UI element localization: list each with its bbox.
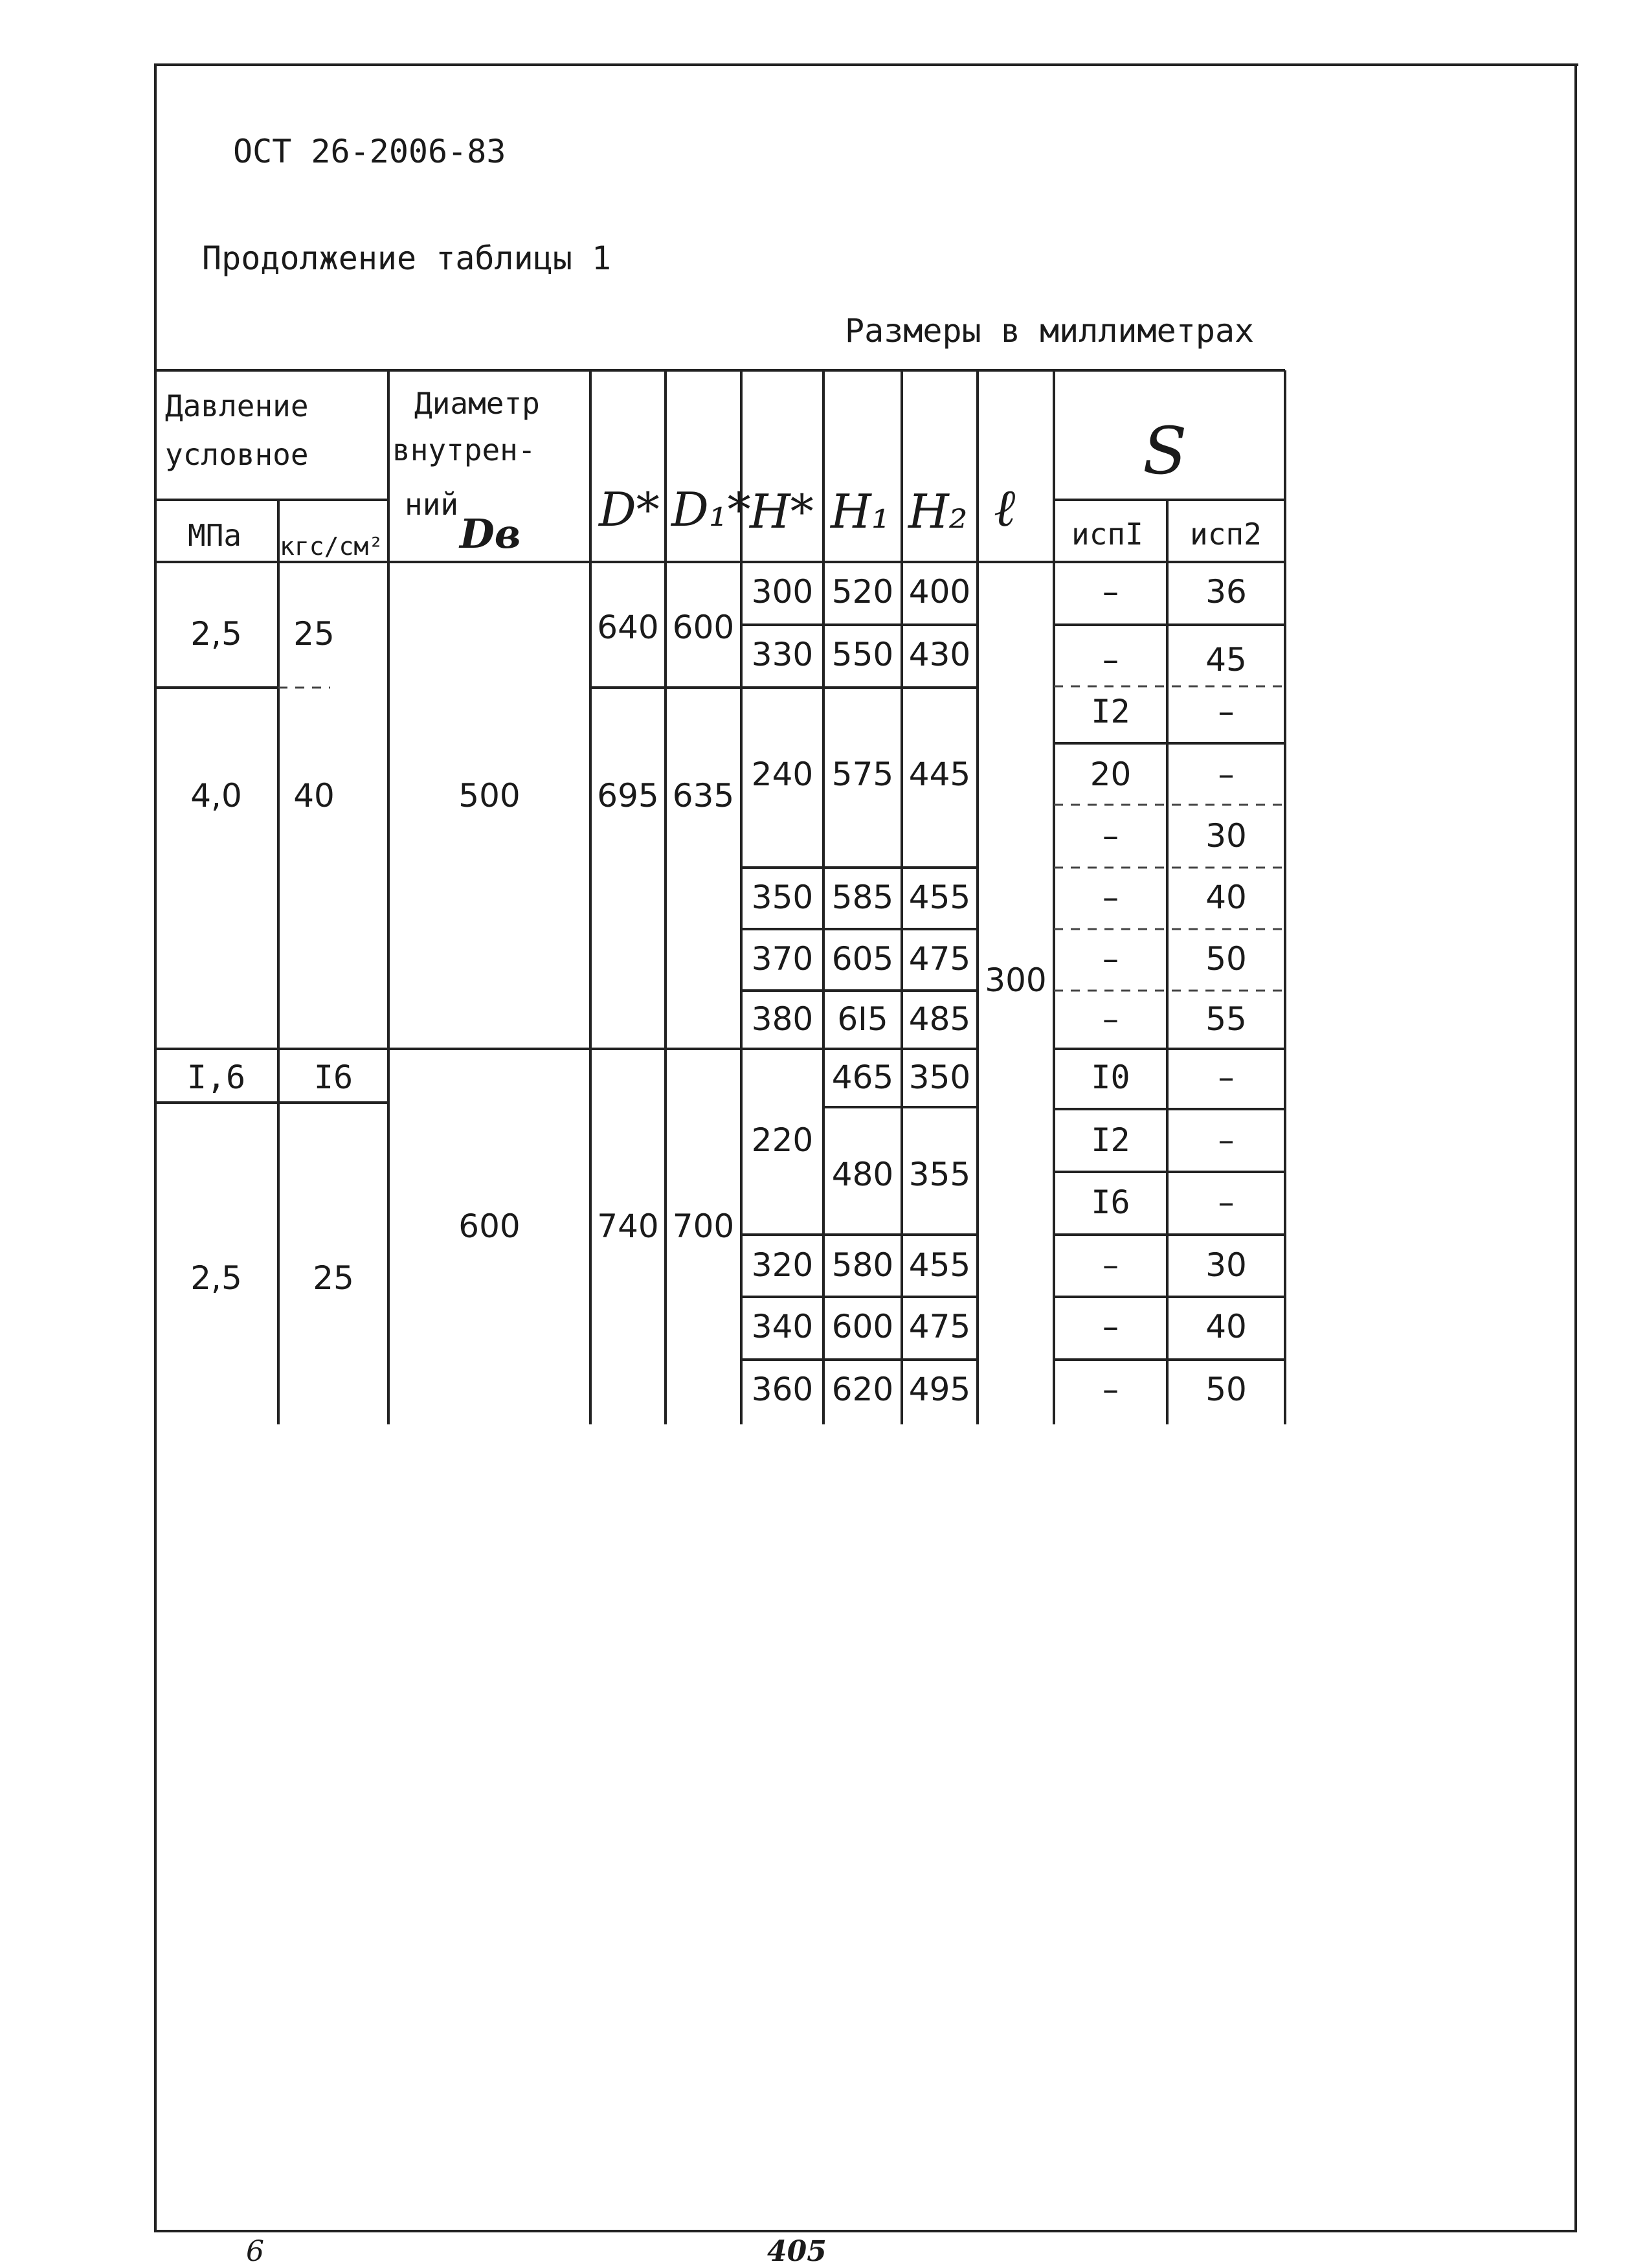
header-isp2: исп2 — [1190, 517, 1262, 552]
cell-H2: 455 — [908, 1246, 971, 1284]
cell-isp1: I2 — [1091, 1121, 1130, 1159]
header-l: ℓ — [994, 478, 1016, 538]
cell-H2: 485 — [908, 1000, 971, 1038]
cell-D: 740 — [597, 1207, 659, 1245]
header-D1: D₁* — [671, 482, 751, 537]
page-number: 405 — [767, 2235, 827, 2268]
cell-isp2: 40 — [1205, 1308, 1247, 1345]
cell-mpa: 2,5 — [190, 615, 242, 653]
cell-mpa: 2,5 — [190, 1259, 242, 1297]
cell-D: 695 — [597, 777, 659, 814]
cell-isp2: 30 — [1205, 817, 1247, 855]
cell-H: 350 — [751, 879, 814, 916]
header-unit-kgf: кгс/см² — [280, 532, 384, 561]
cell-D1: 635 — [672, 777, 735, 814]
cell-H2: 455 — [908, 879, 971, 916]
cell-isp1: – — [1102, 641, 1119, 679]
header-diameter-line3: ний — [405, 487, 459, 522]
cell-H2: 355 — [908, 1156, 971, 1193]
cell-isp2: – — [1218, 756, 1235, 793]
cell-D: 640 — [597, 609, 659, 646]
header-D: D* — [599, 482, 660, 537]
cell-isp1: – — [1102, 1000, 1119, 1038]
cell-H1: 580 — [831, 1246, 894, 1284]
cell-isp1: – — [1102, 817, 1119, 855]
cell-l: 300 — [985, 961, 1047, 999]
cell-isp1: – — [1102, 940, 1119, 978]
cell-isp2: 55 — [1205, 1000, 1247, 1038]
cell-isp2: – — [1218, 1184, 1235, 1221]
cell-H: 360 — [751, 1371, 814, 1408]
cell-dv: 500 — [458, 777, 520, 814]
cell-isp2: – — [1218, 1121, 1235, 1159]
header-pressure-line2: условное — [165, 437, 309, 472]
cell-isp2: 36 — [1205, 573, 1247, 611]
cell-H1: 600 — [831, 1308, 894, 1345]
cell-H: 300 — [751, 573, 814, 611]
cell-H: 320 — [751, 1246, 814, 1284]
header-isp1: испI — [1071, 517, 1143, 552]
cell-H2: 475 — [908, 1308, 971, 1345]
cell-H: 340 — [751, 1308, 814, 1345]
cell-isp2: – — [1218, 693, 1235, 730]
cell-H: 330 — [751, 636, 814, 673]
header-H1: H₁ — [831, 484, 890, 539]
cell-isp2: 40 — [1205, 879, 1247, 916]
cell-kgf: I6 — [313, 1059, 353, 1096]
cell-dv: 600 — [458, 1207, 520, 1245]
cell-D1: 700 — [672, 1207, 735, 1245]
cell-kgf: 25 — [313, 1259, 354, 1297]
footer-left-mark: 6 — [246, 2235, 264, 2268]
cell-H: 370 — [751, 940, 814, 978]
cell-kgf: 25 — [293, 615, 335, 653]
cell-isp1: I2 — [1091, 693, 1130, 730]
cell-isp1: – — [1102, 1371, 1119, 1408]
cell-isp1: 20 — [1090, 756, 1132, 793]
cell-isp1: – — [1102, 1308, 1119, 1345]
cell-H1: 585 — [831, 879, 894, 916]
header-unit-mpa: МПа — [188, 518, 242, 553]
cell-H1: 620 — [831, 1371, 894, 1408]
cell-isp1: – — [1102, 879, 1119, 916]
cell-H: 240 — [751, 756, 814, 793]
cell-mpa: 4,0 — [190, 777, 242, 814]
cell-H2: 475 — [908, 940, 971, 978]
cell-H1: 465 — [831, 1059, 894, 1096]
header-diameter-symbol: Dв — [460, 510, 521, 557]
cell-H: 380 — [751, 1000, 814, 1038]
units-note: Размеры в миллиметрах — [845, 312, 1255, 350]
header-S: S — [1143, 413, 1187, 489]
cell-isp2: 45 — [1205, 641, 1247, 679]
cell-isp2: 30 — [1205, 1246, 1247, 1284]
cell-isp2: – — [1218, 1059, 1235, 1096]
header-diameter-line1: Диаметр — [414, 386, 540, 421]
header-pressure-line1: Давление — [165, 388, 309, 423]
cell-H1: 605 — [831, 940, 894, 978]
document-code: ОСТ 26-2006-83 — [233, 133, 506, 170]
cell-H2: 350 — [908, 1059, 971, 1096]
cell-D1: 600 — [672, 609, 735, 646]
cell-H2: 495 — [908, 1371, 971, 1408]
cell-H2: 445 — [908, 756, 971, 793]
cell-H2: 400 — [908, 573, 971, 611]
header-H: H* — [750, 484, 814, 539]
cell-H1: 520 — [831, 573, 894, 611]
cell-isp1: – — [1102, 573, 1119, 611]
cell-H1: 550 — [831, 636, 894, 673]
header-diameter-line2: внутрен- — [392, 432, 536, 467]
cell-isp1: I0 — [1091, 1059, 1130, 1096]
cell-H: 220 — [751, 1121, 814, 1159]
cell-mpa: I,6 — [186, 1059, 246, 1096]
table-continuation: Продолжение таблицы 1 — [202, 240, 612, 277]
header-H2: H₂ — [908, 484, 968, 539]
cell-H1: 6I5 — [837, 1000, 888, 1038]
cell-isp1: I6 — [1091, 1184, 1130, 1221]
cell-H2: 430 — [908, 636, 971, 673]
cell-isp2: 50 — [1205, 940, 1247, 978]
cell-isp2: 50 — [1205, 1371, 1247, 1408]
cell-isp1: – — [1102, 1246, 1119, 1284]
cell-H1: 575 — [831, 756, 894, 793]
cell-kgf: 40 — [293, 777, 335, 814]
cell-H1: 480 — [831, 1156, 894, 1193]
